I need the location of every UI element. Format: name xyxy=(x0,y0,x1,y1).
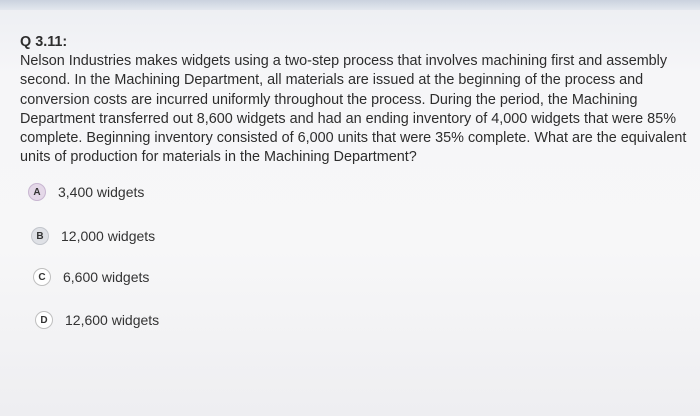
option-a-badge[interactable]: A xyxy=(28,183,46,201)
option-b-text[interactable]: 12,000 widgets xyxy=(61,228,156,244)
option-c-badge[interactable]: C xyxy=(33,268,51,286)
option-b[interactable] xyxy=(31,224,155,248)
question-number: Q 3.11: xyxy=(20,34,68,50)
option-a-text[interactable]: 3,400 widgets xyxy=(58,184,145,200)
question-block xyxy=(20,33,692,167)
question-text: Nelson Industries makes widgets using a two-step process that involves machining first and assembly second. In the Machining Department, all materials are issued at the beginning of the process and conversion costs are incurred uniformly throughout the process. During the period, the Machining Department transferred out 8,600 widgets and had an ending inventory of 4,000 widgets that were 85% complete. Beginning inventory consisted of 6,000 units that were 35% complete. What are the equivalent units of production for materials in the Machining Department? xyxy=(20,53,687,166)
option-c-text[interactable]: 6,600 widgets xyxy=(63,269,150,285)
option-d-text[interactable]: 12,600 widgets xyxy=(65,312,160,328)
option-a[interactable] xyxy=(28,180,144,204)
option-b-badge[interactable]: B xyxy=(31,227,49,245)
option-d[interactable] xyxy=(35,308,159,332)
option-c[interactable] xyxy=(33,265,149,289)
top-edge-decoration xyxy=(0,0,700,10)
option-d-badge[interactable]: D xyxy=(35,311,53,329)
